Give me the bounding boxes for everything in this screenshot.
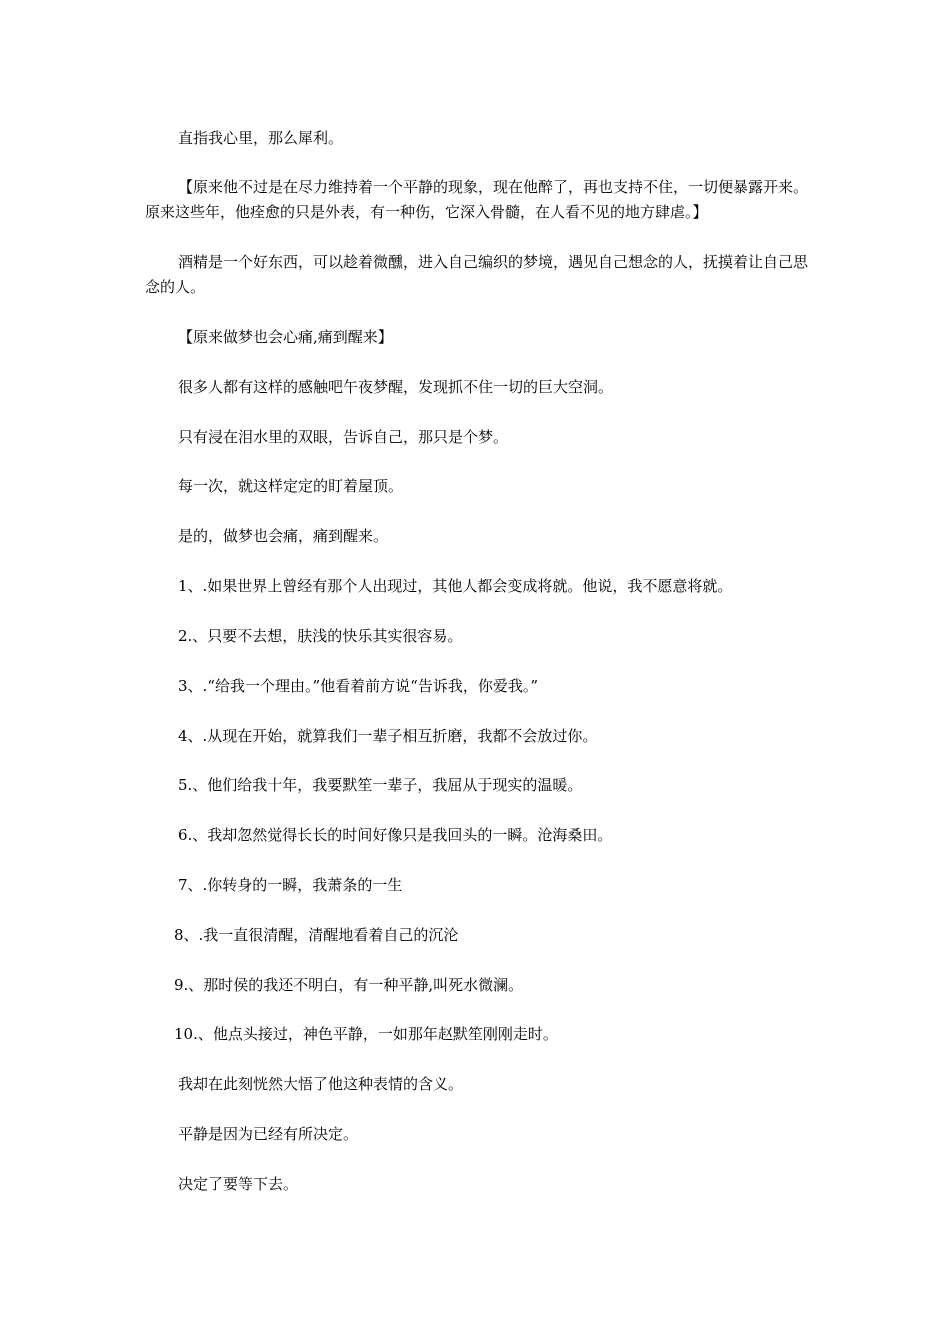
numbered-item: 1、.如果世界上曾经有那个人出现过，其他人都会变成将就。他说，我不愿意将就。 xyxy=(178,577,733,595)
paragraph: 每一次，就这样定定的盯着屋顶。 xyxy=(178,477,404,495)
paragraph: 直指我心里，那么犀利。 xyxy=(178,129,344,147)
paragraph: 是的，做梦也会痛，痛到醒来。 xyxy=(178,527,389,545)
paragraph: 酒精是一个好东西，可以趁着微醺，进入自己编织的梦境，遇见自己想念的人，抚摸着让自己思念的人。 xyxy=(145,253,809,296)
paragraph: 【原来做梦也会心痛,痛到醒来】 xyxy=(178,328,393,346)
numbered-item: 10.、他点头接过，神色平静，一如那年赵默笙刚刚走时。 xyxy=(174,1025,558,1043)
numbered-item: 8、.我一直很清醒，清醒地看着自己的沉沦 xyxy=(174,926,459,944)
paragraph: 【原来他不过是在尽力维持着一个平静的现象，现在他醉了，再也支持不住，一切便暴露开来。原来这些年，他痊愈的只是外表，有一种伤，它深入骨髓，在人看不见的地方肆虐。】 xyxy=(145,178,809,221)
numbered-item: 4、.从现在开始，就算我们一辈子相互折磨，我都不会放过你。 xyxy=(178,727,598,745)
numbered-item: 7、.你转身的一瞬，我萧条的一生 xyxy=(178,876,403,894)
paragraph: 只有浸在泪水里的双眼，告诉自己，那只是个梦。 xyxy=(178,428,509,446)
paragraph: 平静是因为已经有所决定。 xyxy=(178,1125,359,1143)
paragraph: 很多人都有这样的感触吧午夜梦醒，发现抓不住一切的巨大空洞。 xyxy=(178,378,614,396)
numbered-item: 3、.“给我一个理由。”他看着前方说“告诉我，你爱我。” xyxy=(178,677,538,695)
paragraph: 我却在此刻恍然大悟了他这种表情的含义。 xyxy=(178,1075,464,1093)
numbered-item: 9.、那时侯的我还不明白，有一种平静,叫死水微澜。 xyxy=(174,976,524,994)
numbered-item: 2.、只要不去想，肤浅的快乐其实很容易。 xyxy=(178,627,463,645)
paragraph: 决定了要等下去。 xyxy=(178,1175,299,1193)
numbered-item: 5.、他们给我十年，我要默笙一辈子，我屈从于现实的温暖。 xyxy=(178,776,583,794)
numbered-item: 6.、我却忽然觉得长长的时间好像只是我回头的一瞬。沧海桑田。 xyxy=(178,826,613,844)
